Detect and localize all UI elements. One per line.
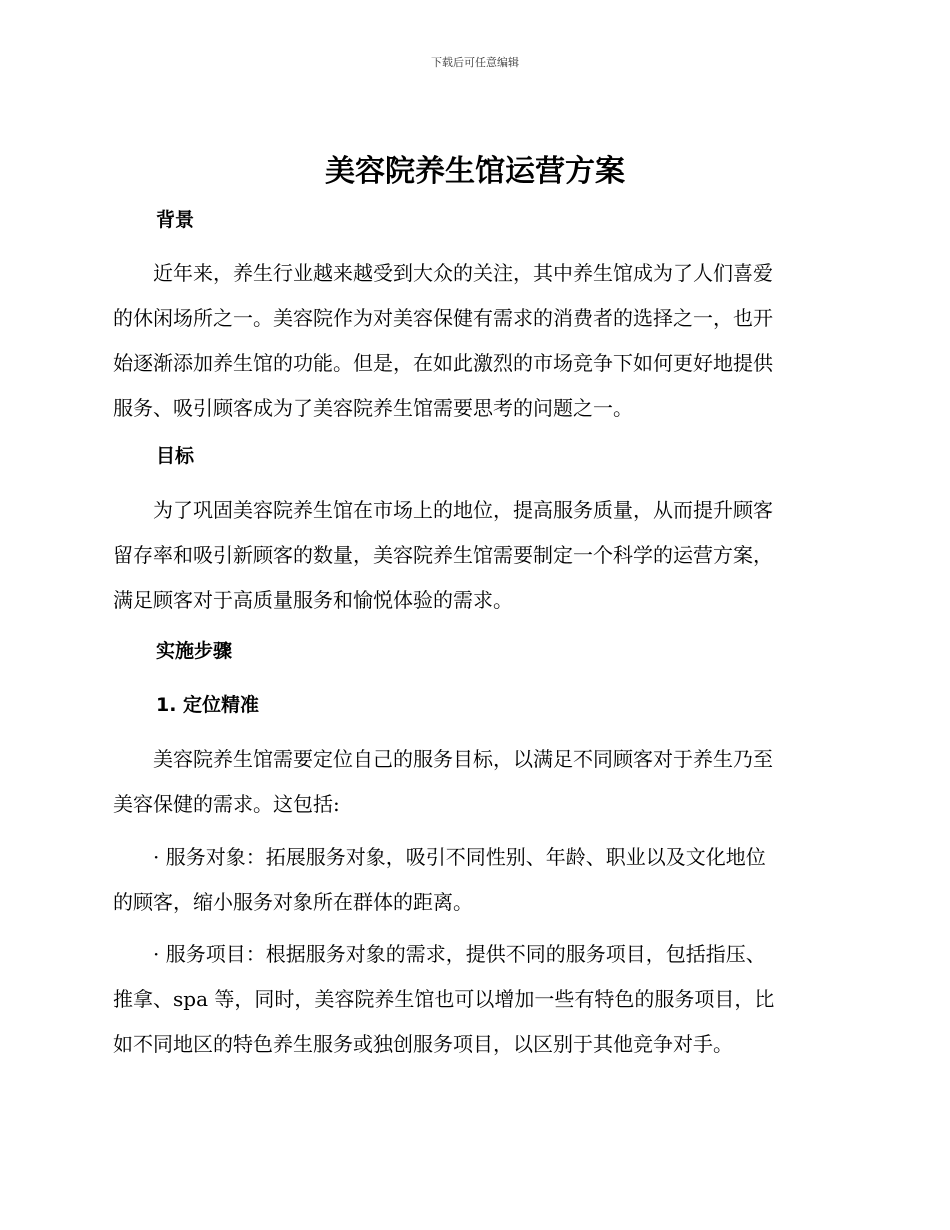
paragraph-line: 为了巩固美容院养生馆在市场上的地位，提高服务质量，从而提升顾客: [113, 498, 773, 522]
paragraph-line: 留存率和吸引新顾客的数量，美容院养生馆需要制定一个科学的运营方案，: [113, 543, 773, 567]
paragraph-line: · 服务项目：根据服务对象的需求，提供不同的服务项目，包括指压、: [113, 942, 766, 966]
heading-background: 背景: [156, 209, 195, 231]
paragraph-goal: [113, 488, 833, 623]
header-note: 下载后可任意编辑: [431, 56, 519, 69]
paragraph-line: · 服务对象：拓展服务对象，吸引不同性别、年龄、职业以及文化地位: [113, 845, 766, 869]
paragraph-background: [113, 251, 833, 431]
bullet-service-items: [113, 932, 833, 1067]
paragraph-line: 始逐渐添加养生馆的功能。但是，在如此激烈的市场竞争下如何更好地提供: [113, 351, 773, 375]
paragraph-line: 服务、吸引顾客成为了美容院养生馆需要思考的问题之一。: [113, 396, 633, 420]
paragraph-line: 推拿、spa 等，同时，美容院养生馆也可以增加一些有特色的服务项目，比: [113, 987, 775, 1011]
heading-step-1: 1. 定位精准: [156, 694, 260, 716]
paragraph-line: 如不同地区的特色养生服务或独创服务项目，以区别于其他竞争对手。: [113, 1032, 733, 1056]
heading-goal: 目标: [156, 445, 195, 467]
paragraph-line: 的休闲场所之一。美容院作为对美容保健有需求的消费者的选择之一，也开: [113, 306, 773, 330]
paragraph-line: 美容保健的需求。这包括:: [113, 792, 340, 816]
paragraph-line: 满足顾客对于高质量服务和愉悦体验的需求。: [113, 588, 513, 612]
paragraph-line: 近年来，养生行业越来越受到大众的关注，其中养生馆成为了人们喜爱: [113, 261, 773, 285]
paragraph-step-1: [113, 737, 833, 827]
heading-steps: 实施步骤: [156, 640, 233, 662]
paragraph-line: 美容院养生馆需要定位自己的服务目标，以满足不同顾客对于养生乃至: [113, 747, 773, 771]
paragraph-line: 的顾客，缩小服务对象所在群体的距离。: [113, 890, 473, 914]
document-title: 美容院养生馆运营方案: [325, 154, 625, 189]
bullet-service-target: [113, 835, 833, 925]
